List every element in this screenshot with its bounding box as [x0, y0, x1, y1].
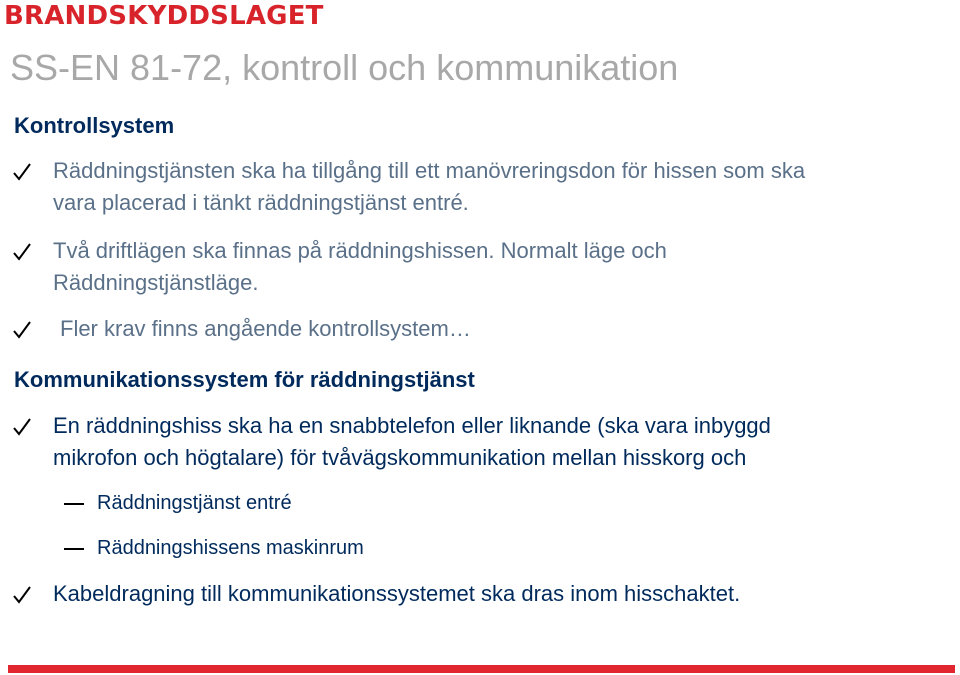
list-item-line: En räddningshiss ska ha en snabbtelefon eller liknande (ska vara inbyggd — [53, 413, 771, 438]
check-icon — [12, 583, 32, 607]
check-icon — [12, 240, 32, 264]
list-item-line: Fler krav finns angående kontrollsystem… — [60, 316, 471, 341]
list-item-line: Räddningstjänsten ska ha tillgång till ett manövreringsdon för hissen som ska — [53, 158, 806, 183]
list-item-line: Kabeldragning till kommunikationssystemet ska dras inom hisschaktet. — [53, 581, 741, 606]
check-icon — [12, 318, 32, 342]
list-item-line: Två driftlägen ska finnas på räddningshissen. Normalt läge och — [53, 238, 667, 263]
sub-list-item: Räddningstjänst entré — [97, 492, 292, 514]
section-heading-kontrollsystem: Kontrollsystem — [14, 113, 175, 138]
section-heading-kommunikationssystem: Kommunikationssystem för räddningstjänst — [14, 367, 475, 392]
dash-icon — [64, 548, 84, 550]
footer-bar — [8, 665, 955, 673]
sub-list-item: Räddningshissens maskinrum — [97, 537, 364, 559]
check-icon — [12, 415, 32, 439]
list-item-line: mikrofon och högtalare) för tvåvägskommunikation mellan hisskorg och — [53, 445, 747, 470]
list-item-line: Räddningstjänstläge. — [53, 270, 259, 295]
check-icon — [12, 160, 32, 184]
list-item-line: vara placerad i tänkt räddningstjänst entré. — [53, 190, 469, 215]
brand-logo: BRANDSKYDDSLAGET — [4, 1, 324, 31]
dash-icon — [64, 503, 84, 505]
page-title: SS-EN 81-72, kontroll och kommunikation — [10, 47, 679, 88]
